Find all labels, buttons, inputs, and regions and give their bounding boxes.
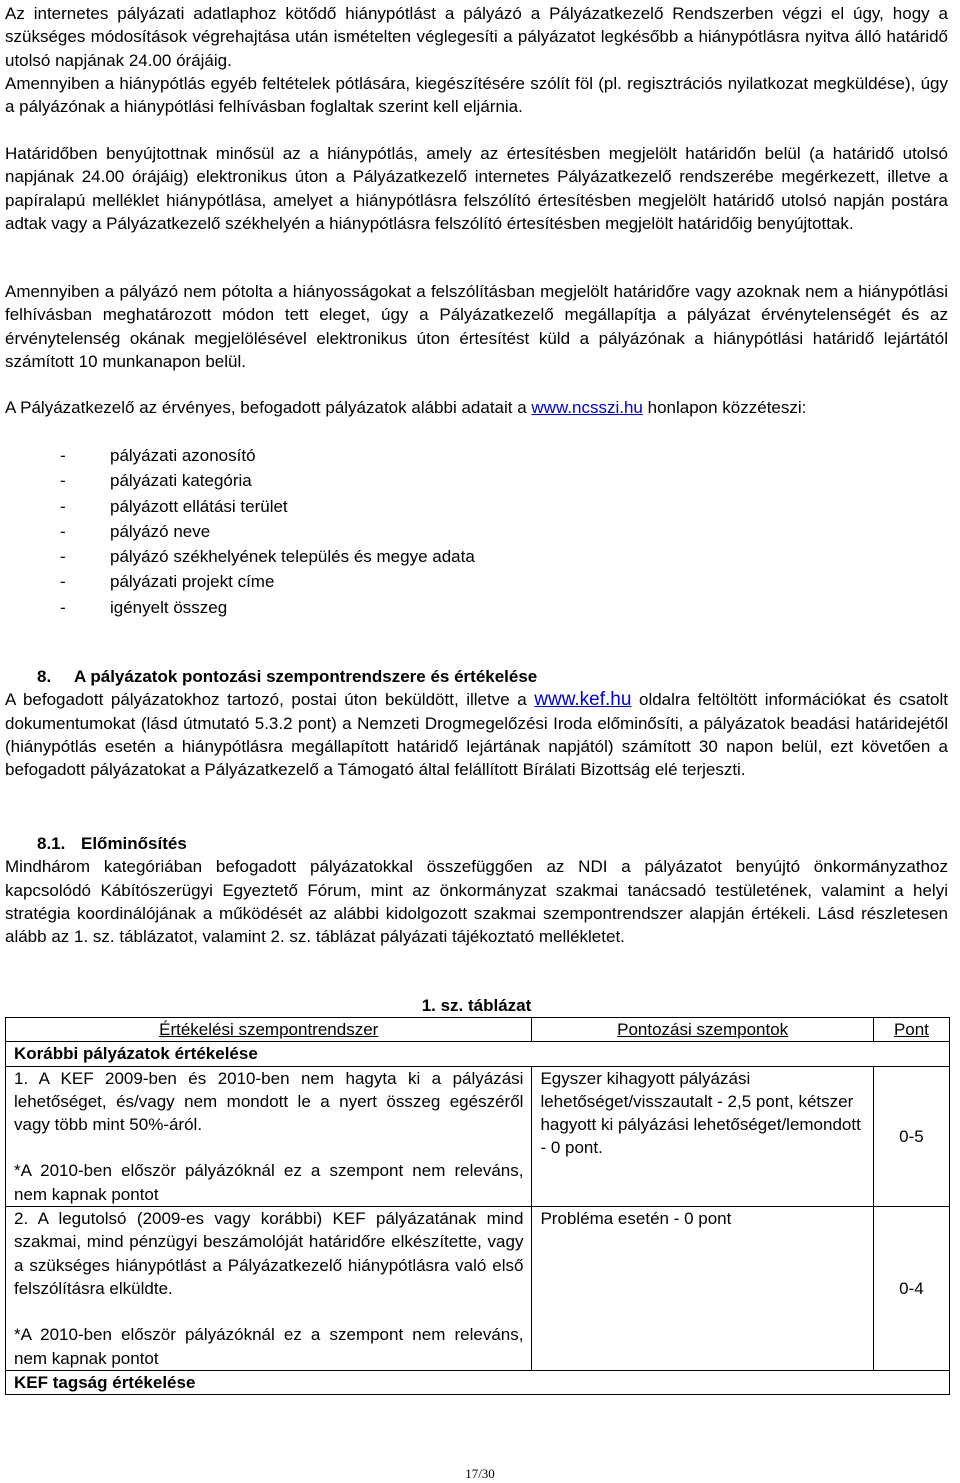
dash-bullet: - — [60, 471, 66, 491]
table-header-row — [6, 1018, 950, 1042]
spacer — [14, 1300, 523, 1323]
list-item-text: pályázó neve — [110, 521, 211, 541]
section-heading — [37, 665, 948, 688]
spacer — [14, 1136, 523, 1159]
list-item — [60, 443, 475, 468]
list-item-text: pályázott ellátási terület — [110, 496, 288, 516]
paragraph-hianypotlas — [5, 2, 948, 118]
paragraph-ervenytelenseg: Amennyiben a pályázó nem pótolta a hiányosságokat a felszólításban megjelölt határidőre vagy azoknak nem a hiánypótlási felhívásban meghatározott módon tett eleget, úgy a Pályázatkezelő megállapítja a pályázat érvénytelenségét és az érvénytelenség okának megjelölésével elektronikus úton értesítést küld a pályázónak a hiánypótlási határidő lejártától számított 10 munkanapon belül. — [5, 282, 948, 371]
scoring-cell: Probléma esetén - 0 pont — [532, 1207, 873, 1371]
dash-bullet: - — [60, 547, 66, 567]
table-caption: 1. sz. táblázat — [421, 996, 532, 1015]
published-data-list — [60, 443, 475, 620]
criterion-note: *A 2010-ben először pályázóknál ez a szempont nem releváns, nem kapnak pontot — [14, 1325, 524, 1368]
list-item-text: pályázati kategória — [110, 471, 252, 491]
paragraph-text: A befogadott pályázatokhoz tartozó, postai úton beküldött, illetve a — [5, 690, 535, 710]
dash-bullet: - — [60, 446, 66, 465]
section-body — [5, 688, 948, 781]
points-cell: 0-5 — [873, 1066, 949, 1206]
paragraph-text: oldalra feltöltött információkat és csatolt dokumentumokat (lásd útmutató 5.3.2 pont) a Nemzeti Drogmegelőzési Iroda előminősíti, a pályázatok beadási határidejétől (hiánypótlás esetén a hiánypótlásra megállapított határidő lejártának napjától) számított 30 napon belül, ezt követően a befogadott pályázatokat a Pályázatkezelő a Támogató által felállított Bírálati Bizottság elé terjeszti. — [5, 690, 948, 780]
section-body: Mindhárom kategóriában befogadott pályázatokkal összefüggően az NDI a pályázatot benyújtó önkormányzathoz kapcsolódó Kábítószerügyi Egyeztető Fórum, mint az önkormányzat szakmai tanácsadó testületének, valamint a helyi stratégia koordinálójának a működését az alábbi kidolgozott szakmai szempontrendszer alapján értékeli. Lásd részletesen alább az 1. sz. táblázatot, valamint 2. sz. táblázat pályázati tájékoztató mellékletet. — [5, 857, 948, 947]
list-item-text: pályázati projekt címe — [110, 572, 275, 592]
section-title: Előminősítés — [81, 834, 187, 853]
paragraph-text: Az internetes pályázati adatlaphoz kötődő hiánypótlást a pályázó a Pályázatkezelő Rendszerben végzi el úgy, hogy a szükséges módosítások végrehajtása után ismételten véglegesíti a pályázatot legkésőbb a hiánypótlásra nyitva álló határidő utolsó napjának 24.00 órájáig. — [5, 4, 948, 70]
paragraph-kozzetetel — [5, 396, 948, 419]
criterion-cell — [6, 1207, 532, 1371]
dash-bullet: - — [60, 496, 66, 516]
ncsszi-link[interactable]: www.ncsszi.hu — [531, 398, 643, 417]
dash-bullet: - — [60, 572, 66, 592]
list-item — [60, 544, 475, 569]
scoring-cell: Egyszer kihagyott pályázási lehetőséget/visszautalt - 2,5 pont, kétszer hagyott ki pályázási lehetőséget/lemondott - 0 pont. — [532, 1066, 873, 1206]
section-8 — [5, 665, 948, 781]
section-heading — [37, 832, 948, 855]
page-number: 17/30 — [465, 1466, 495, 1481]
dash-bullet: - — [60, 597, 66, 617]
column-header: Értékelési szempontrendszer — [6, 1018, 532, 1042]
group-title: Korábbi pályázatok értékelése — [6, 1042, 950, 1066]
list-item — [60, 494, 475, 519]
table-group-row — [6, 1042, 950, 1066]
section-title: A pályázatok pontozási szempontrendszere és értékelése — [74, 667, 538, 686]
section-number: 8.1. — [37, 834, 66, 853]
criterion-text: 1. A KEF 2009-ben és 2010-ben nem hagyta ki a pályázási lehetőséget, és/vagy nem mondott le a nyert összeg egészéről vagy több mint 50%-áról. — [14, 1068, 524, 1135]
criterion-text: 2. A legutolsó (2009-es vagy korábbi) KEF pályázatának mind szakmai, mind pénzügyi beszámolóját határidőre elkészítette, vagy a szükséges hiánypótlást a Pályázatkezelő hiánypótlásra való első felszólításra elküldte. — [14, 1209, 524, 1298]
list-item — [60, 468, 475, 493]
section-number: 8. — [37, 667, 52, 686]
paragraph-hataridoben: Határidőben benyújtottnak minősül az a hiánypótlás, amely az értesítésben megjelölt határidőn belül (a határidő utolsó napjának 24.00 órájáig) elektronikus úton a Pályázatkezelő internetes Pályázatkezelő rendszerébe megérkezett, illetve a papíralapú melléklet hiánypótlása, amelyet a hiánypótlásra felszólító értesítésben megjelölt határidő utolsó napján postára adtak vagy a Pályázatkezelő székhelyén a hiánypótlásra felszólító értesítésben megjelölt határidőig benyújtottak. — [5, 144, 948, 233]
criterion-note: *A 2010-ben először pályázóknál ez a szempont nem releváns, nem kapnak pontot — [14, 1161, 524, 1204]
section-8-1 — [5, 832, 948, 948]
list-item — [60, 519, 475, 544]
criterion-cell — [6, 1066, 532, 1206]
list-item-text: pályázó székhelyének település és megye adata — [110, 547, 475, 567]
group-title: KEF tagság értékelése — [6, 1370, 950, 1394]
list-item — [60, 569, 475, 594]
evaluation-table — [5, 1017, 950, 1395]
table-row — [6, 1066, 950, 1206]
kef-link[interactable]: www.kef.hu — [534, 689, 632, 711]
paragraph-text: honlapon közzéteszi: — [642, 398, 807, 417]
list-item-text: igényelt összeg — [110, 597, 228, 617]
paragraph-text: A Pályázatkezelő az érvényes, befogadott pályázatok alábbi adatait a — [5, 398, 532, 417]
list-item — [60, 595, 475, 620]
paragraph-text: Amennyiben a hiánypótlás egyéb feltételek pótlására, kiegészítésére szólít föl (pl. regisztrációs nyilatkozat megküldése), úgy a pályázónak a hiánypótlási felhívásban foglaltak szerint kell eljárnia. — [5, 73, 948, 117]
list-item-text: pályázati azonosító — [110, 446, 256, 465]
table-row — [6, 1207, 950, 1371]
points-cell: 0-4 — [873, 1207, 949, 1371]
column-header: Pont — [873, 1018, 949, 1042]
table-group-row — [6, 1370, 950, 1394]
column-header: Pontozási szempontok — [532, 1018, 873, 1042]
dash-bullet: - — [60, 521, 66, 541]
